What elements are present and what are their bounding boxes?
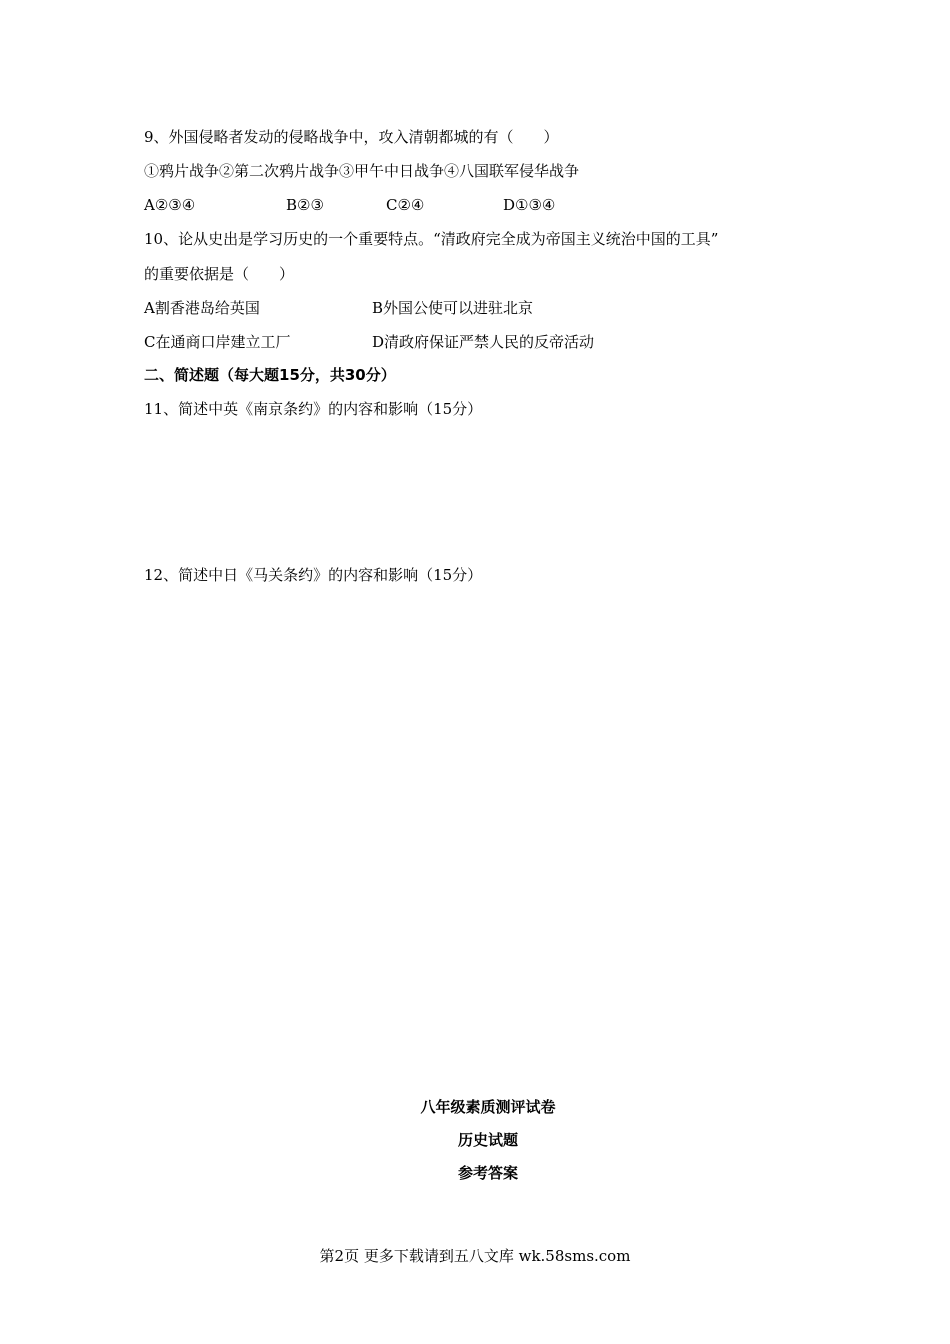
option-d: D①③④ bbox=[503, 196, 556, 214]
option-c: C在通商口岸建立工厂 bbox=[144, 333, 291, 351]
question-11-stem: 11、简述中英《南京条约》的内容和影响（15分） bbox=[144, 400, 483, 418]
section-heading: 二、简述题（每大题15分，共30分） bbox=[144, 366, 396, 384]
page-footer: 第2页 更多下载请到五八文库 wk.58sms.com bbox=[319, 1247, 631, 1265]
option-c: C②④ bbox=[386, 196, 425, 214]
option-b: B②③ bbox=[286, 196, 324, 214]
option-d: D清政府保证严禁人民的反帝活动 bbox=[372, 333, 595, 351]
option-a: A割香港岛给英国 bbox=[144, 299, 260, 317]
option-b: B外国公使可以进驻北京 bbox=[372, 299, 534, 317]
question-9-stem: 9、外国侵略者发动的侵略战争中，攻入清朝都城的有（ ） bbox=[144, 128, 559, 146]
option-a: A②③④ bbox=[144, 196, 196, 214]
question-10-stem-line1: 10、论从史出是学习历史的一个重要特点。“清政府完全成为帝国主义统治中国的工具” bbox=[144, 230, 719, 248]
answer-key-title: 参考答案 bbox=[457, 1164, 518, 1182]
subject-title: 历史试题 bbox=[457, 1131, 518, 1149]
question-10-stem-line2: 的重要依据是（ ） bbox=[144, 265, 295, 283]
question-12-stem: 12、简述中日《马关条约》的内容和影响（15分） bbox=[144, 566, 483, 584]
exam-title: 八年级素质测评试卷 bbox=[420, 1098, 556, 1116]
question-9-items: ①鸦片战争②第二次鸦片战争③甲午中日战争④八国联军侵华战争 bbox=[144, 162, 580, 180]
